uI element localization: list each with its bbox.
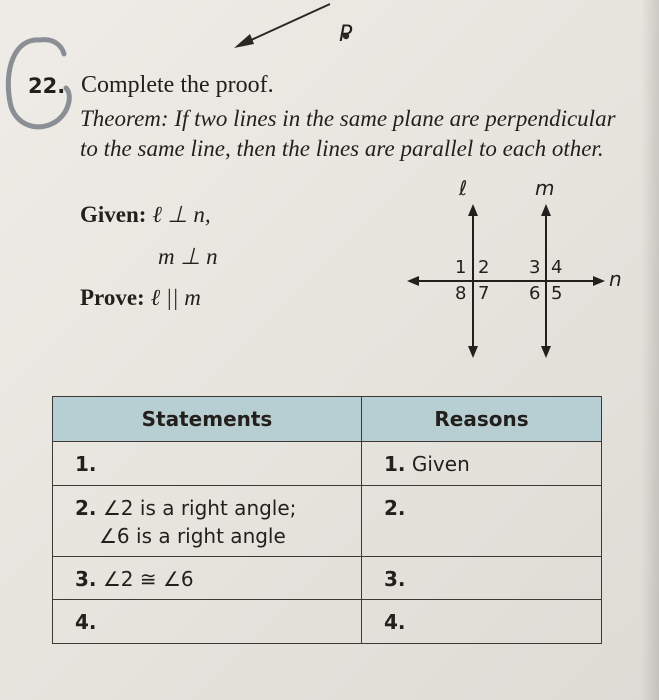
previous-problem-figure xyxy=(0,0,659,70)
figure-lines xyxy=(395,170,645,370)
reason-cell[interactable] xyxy=(362,600,602,644)
label-m: m xyxy=(535,176,555,200)
problem-number: 22. xyxy=(28,74,66,98)
line-l-arrow-top xyxy=(468,204,478,216)
statement-text-line2: ∠6 is a right angle xyxy=(99,524,286,548)
angle-8-label: 8 xyxy=(455,283,467,304)
reason-cell[interactable] xyxy=(362,442,602,486)
table-row xyxy=(53,442,602,486)
ray-arrowhead xyxy=(234,34,254,48)
table-row xyxy=(53,557,602,600)
reasons-header: Reasons xyxy=(362,397,602,442)
statement-number: 2. xyxy=(75,496,97,520)
angle-3-label: 3 xyxy=(529,257,541,278)
statement-text: ∠2 is a right angle; xyxy=(102,496,297,520)
reason-number: 4. xyxy=(384,610,406,634)
table-row xyxy=(53,486,602,557)
theorem-statement xyxy=(80,104,625,164)
reason-cell[interactable] xyxy=(362,557,602,600)
statement-number: 3. xyxy=(75,567,97,591)
table-row xyxy=(53,600,602,644)
line-n-arrow-right xyxy=(593,276,605,286)
angle-1-label: 1 xyxy=(455,257,467,278)
statement-number: 4. xyxy=(75,610,97,634)
reason-text: Given xyxy=(411,452,470,476)
reason-number: 1. xyxy=(384,452,406,476)
angle-5-label: 5 xyxy=(551,283,563,304)
reason-number: 2. xyxy=(384,496,406,520)
line-m-arrow-bottom xyxy=(541,346,551,358)
angle-6-label: 6 xyxy=(529,283,541,304)
statements-header: Statements xyxy=(53,397,362,442)
geometry-figure xyxy=(395,170,645,374)
angle-4-label: 4 xyxy=(551,257,563,278)
angle-2-label: 2 xyxy=(478,257,490,278)
point-p-label: P xyxy=(339,22,353,47)
statement-cell[interactable] xyxy=(53,557,362,600)
line-l-arrow-bottom xyxy=(468,346,478,358)
prove-text: ℓ || m xyxy=(150,285,201,310)
label-l: ℓ xyxy=(459,176,468,200)
reason-number: 3. xyxy=(384,567,406,591)
given-label: Given: xyxy=(80,202,147,227)
statement-cell[interactable] xyxy=(53,600,362,644)
proof-table xyxy=(52,396,602,644)
prove-label: Prove: xyxy=(80,285,145,310)
line-n-arrow-left xyxy=(407,276,419,286)
theorem-label: Theorem: xyxy=(80,106,169,131)
angle-7-label: 7 xyxy=(478,283,490,304)
prove-line xyxy=(80,285,201,311)
statement-number: 1. xyxy=(75,452,97,476)
statement-cell[interactable] xyxy=(53,442,362,486)
proof-table-header xyxy=(53,397,602,442)
problem-task: Complete the proof. xyxy=(81,72,274,98)
statement-cell[interactable] xyxy=(53,486,362,557)
given-line-1 xyxy=(80,202,211,228)
line-m-arrow-top xyxy=(541,204,551,216)
theorem-text: If two lines in the same plane are perpendicular to the same line, then the lines are parallel to each other. xyxy=(80,106,616,161)
label-n: n xyxy=(609,267,622,291)
given-1: ℓ ⊥ n, xyxy=(152,202,211,227)
reason-cell[interactable] xyxy=(362,486,602,557)
statement-text: ∠2 ≅ ∠6 xyxy=(102,567,194,591)
given-2: m ⊥ n xyxy=(158,244,218,269)
